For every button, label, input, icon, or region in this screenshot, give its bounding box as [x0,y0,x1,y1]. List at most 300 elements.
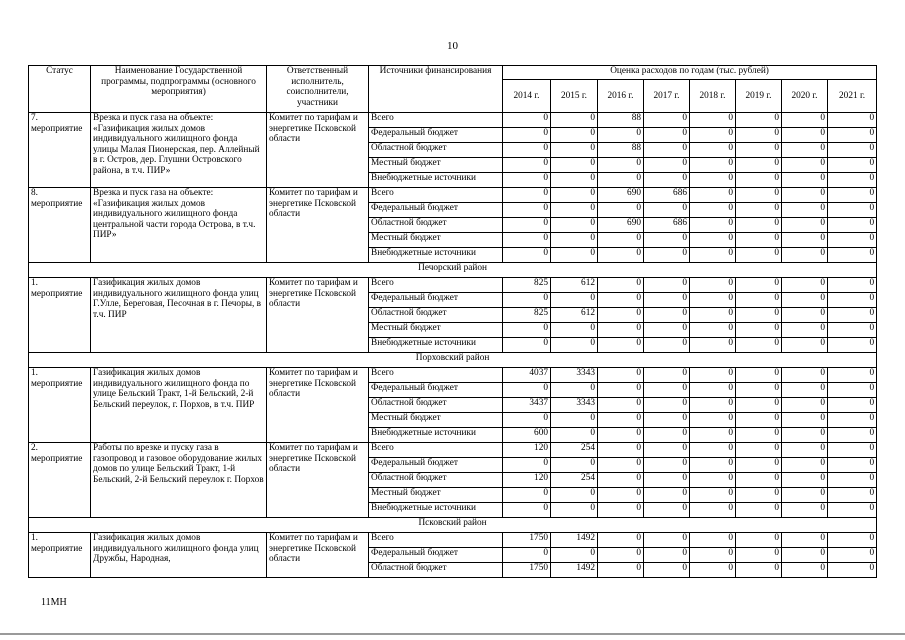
header-sources: Источники финансирования [369,66,503,113]
amount-cell: 1492 [551,533,598,548]
amount-cell: 0 [551,143,598,158]
table-row [29,278,877,293]
item-number: 2. [31,443,38,453]
amount-cell: 0 [690,458,736,473]
amount-cell: 0 [736,488,782,503]
footer-code: 11МН [41,597,67,608]
amount-cell: 0 [644,113,690,128]
amount-cell: 0 [736,413,782,428]
funding-source: Областной бюджет [369,308,503,323]
amount-cell: 0 [690,188,736,203]
amount-cell: 0 [644,368,690,383]
amount-cell: 686 [644,218,690,233]
page-number: 10 [447,40,458,52]
amount-cell: 0 [690,398,736,413]
item-number: 8. [31,188,38,198]
amount-cell: 0 [598,473,644,488]
amount-cell: 0 [690,503,736,518]
amount-cell: 0 [690,308,736,323]
funding-source: Областной бюджет [369,563,503,578]
amount-cell: 0 [828,413,877,428]
amount-cell: 0 [503,323,551,338]
amount-cell: 0 [782,548,828,563]
amount-cell: 0 [690,548,736,563]
item-number: 1. [31,278,38,288]
item-name: Газификация жилых домов индивидуального жилищного фонда улиц Г.Улле, Береговая, Песочная в г. Печоры, в т.ч. ПИР [91,278,267,353]
amount-cell: 0 [736,548,782,563]
funding-source: Федеральный бюджет [369,458,503,473]
amount-cell: 0 [644,503,690,518]
amount-cell: 0 [690,218,736,233]
amount-cell: 0 [828,473,877,488]
amount-cell: 0 [736,173,782,188]
amount-cell: 0 [828,308,877,323]
item-number: 1. [31,533,38,543]
amount-cell: 0 [551,383,598,398]
item-status: мероприятие [31,288,83,299]
item-responsible: Комитет по тарифам и энергетике Псковской области [267,443,369,518]
amount-cell: 0 [551,233,598,248]
amount-cell: 3437 [503,398,551,413]
funding-source: Всего [369,443,503,458]
amount-cell: 0 [598,308,644,323]
header-year: 2020 г. [782,80,828,113]
amount-cell: 0 [644,203,690,218]
amount-cell: 0 [598,413,644,428]
amount-cell: 0 [551,188,598,203]
amount-cell: 0 [690,383,736,398]
amount-cell: 0 [736,368,782,383]
amount-cell: 0 [736,308,782,323]
amount-cell: 0 [828,173,877,188]
amount-cell: 0 [644,533,690,548]
amount-cell: 0 [782,308,828,323]
amount-cell: 0 [782,488,828,503]
amount-cell: 0 [644,293,690,308]
amount-cell: 0 [551,158,598,173]
amount-cell: 0 [551,293,598,308]
amount-cell: 0 [598,248,644,263]
amount-cell: 0 [782,443,828,458]
amount-cell: 0 [828,548,877,563]
amount-cell: 0 [598,233,644,248]
amount-cell: 0 [690,563,736,578]
amount-cell: 0 [551,113,598,128]
amount-cell: 0 [503,503,551,518]
amount-cell: 0 [828,218,877,233]
status-cell [29,443,91,518]
amount-cell: 0 [503,383,551,398]
amount-cell: 0 [598,338,644,353]
amount-cell: 0 [598,128,644,143]
amount-cell: 0 [828,428,877,443]
table-row [29,368,877,383]
amount-cell: 0 [736,248,782,263]
amount-cell: 0 [736,443,782,458]
amount-cell: 0 [598,158,644,173]
funding-source: Областной бюджет [369,218,503,233]
amount-cell: 0 [598,293,644,308]
header-year: 2018 г. [690,80,736,113]
amount-cell: 0 [644,173,690,188]
amount-cell: 0 [690,173,736,188]
table-row [29,443,877,458]
amount-cell: 0 [690,533,736,548]
funding-source: Областной бюджет [369,143,503,158]
amount-cell: 0 [690,488,736,503]
amount-cell: 0 [644,143,690,158]
header-year: 2015 г. [551,80,598,113]
amount-cell: 0 [782,278,828,293]
funding-source: Федеральный бюджет [369,383,503,398]
amount-cell: 0 [828,203,877,218]
amount-cell: 0 [503,188,551,203]
amount-cell: 0 [503,548,551,563]
amount-cell: 0 [503,293,551,308]
amount-cell: 0 [736,188,782,203]
item-status: мероприятие [31,198,83,209]
amount-cell: 0 [828,563,877,578]
amount-cell: 0 [736,533,782,548]
item-responsible: Комитет по тарифам и энергетике Псковской области [267,368,369,443]
amount-cell: 0 [503,458,551,473]
status-cell [29,113,91,188]
amount-cell: 254 [551,443,598,458]
amount-cell: 0 [644,278,690,293]
amount-cell: 0 [690,413,736,428]
header-estimate: Оценка расходов по годам (тыс. рублей) [503,66,877,80]
amount-cell: 0 [782,473,828,488]
amount-cell: 0 [503,113,551,128]
amount-cell: 0 [736,158,782,173]
amount-cell: 0 [828,488,877,503]
amount-cell: 0 [736,563,782,578]
header-year: 2021 г. [828,80,877,113]
amount-cell: 0 [736,128,782,143]
amount-cell: 0 [598,383,644,398]
amount-cell: 0 [782,458,828,473]
amount-cell: 0 [782,413,828,428]
funding-source: Внебюджетные источники [369,173,503,188]
amount-cell: 0 [828,143,877,158]
amount-cell: 0 [690,428,736,443]
amount-cell: 0 [551,218,598,233]
status-cell [29,368,91,443]
item-responsible: Комитет по тарифам и энергетике Псковской области [267,533,369,578]
amount-cell: 0 [828,233,877,248]
amount-cell: 0 [690,143,736,158]
table-row [29,188,877,203]
item-status: мероприятие [31,453,83,464]
amount-cell: 0 [551,503,598,518]
district-heading: Печорский район [29,263,877,278]
amount-cell: 0 [551,323,598,338]
amount-cell: 0 [782,533,828,548]
amount-cell: 0 [644,488,690,503]
amount-cell: 0 [644,323,690,338]
amount-cell: 0 [503,218,551,233]
header-status: Статус [29,66,91,113]
amount-cell: 0 [828,188,877,203]
amount-cell: 0 [644,473,690,488]
funding-source: Федеральный бюджет [369,548,503,563]
amount-cell: 0 [782,173,828,188]
amount-cell: 0 [736,203,782,218]
amount-cell: 0 [690,158,736,173]
amount-cell: 0 [690,128,736,143]
amount-cell: 0 [736,503,782,518]
amount-cell: 3343 [551,398,598,413]
amount-cell: 0 [503,338,551,353]
amount-cell: 0 [782,248,828,263]
funding-source: Федеральный бюджет [369,128,503,143]
amount-cell: 0 [828,533,877,548]
item-status: мероприятие [31,378,83,389]
amount-cell: 0 [828,158,877,173]
amount-cell: 88 [598,143,644,158]
item-number: 7. [31,113,38,123]
amount-cell: 0 [503,488,551,503]
amount-cell: 1750 [503,563,551,578]
amount-cell: 0 [551,248,598,263]
item-name: Врезка и пуск газа на объекте: «Газификация жилых домов индивидуального жилищного фонда улицы Малая Пионерская, пер. Аллейный в г. Остров, дер. Глушни Островского района, в т.ч. ПИР» [91,113,267,188]
amount-cell: 1750 [503,533,551,548]
funding-source: Всего [369,368,503,383]
amount-cell: 0 [828,248,877,263]
amount-cell: 0 [503,173,551,188]
amount-cell: 0 [644,563,690,578]
amount-cell: 0 [598,503,644,518]
amount-cell: 0 [598,203,644,218]
amount-cell: 120 [503,443,551,458]
amount-cell: 0 [598,458,644,473]
amount-cell: 0 [644,128,690,143]
amount-cell: 690 [598,218,644,233]
amount-cell: 0 [503,203,551,218]
header-year: 2014 г. [503,80,551,113]
status-cell [29,188,91,263]
amount-cell: 825 [503,278,551,293]
amount-cell: 0 [782,323,828,338]
amount-cell: 0 [690,278,736,293]
amount-cell: 4037 [503,368,551,383]
amount-cell: 0 [598,563,644,578]
item-responsible: Комитет по тарифам и энергетике Псковской области [267,188,369,263]
header-year: 2016 г. [598,80,644,113]
amount-cell: 0 [644,248,690,263]
amount-cell: 0 [782,338,828,353]
amount-cell: 0 [782,368,828,383]
amount-cell: 0 [828,293,877,308]
amount-cell: 0 [782,398,828,413]
amount-cell: 0 [551,203,598,218]
item-name: Газификация жилых домов индивидуального жилищного фонда по улице Бельский Тракт, 1-й Бельский, 2-й Бельский переулок, г. Порхов, в т.ч. ПИР [91,368,267,443]
amount-cell: 600 [503,428,551,443]
amount-cell: 0 [598,323,644,338]
amount-cell: 0 [644,233,690,248]
funding-source: Местный бюджет [369,413,503,428]
status-cell [29,533,91,578]
amount-cell: 0 [551,488,598,503]
amount-cell: 825 [503,308,551,323]
amount-cell: 0 [782,503,828,518]
amount-cell: 0 [736,398,782,413]
amount-cell: 0 [503,413,551,428]
amount-cell: 0 [736,143,782,158]
table-row [29,113,877,128]
amount-cell: 0 [644,338,690,353]
amount-cell: 0 [503,233,551,248]
amount-cell: 0 [828,503,877,518]
amount-cell: 0 [736,233,782,248]
amount-cell: 0 [828,368,877,383]
amount-cell: 0 [598,398,644,413]
funding-source: Областной бюджет [369,398,503,413]
funding-source: Всего [369,278,503,293]
amount-cell: 0 [644,158,690,173]
amount-cell: 0 [598,173,644,188]
amount-cell: 0 [690,473,736,488]
amount-cell: 3343 [551,368,598,383]
amount-cell: 0 [828,383,877,398]
amount-cell: 0 [551,428,598,443]
amount-cell: 0 [828,278,877,293]
amount-cell: 0 [598,368,644,383]
funding-source: Всего [369,113,503,128]
funding-source: Федеральный бюджет [369,293,503,308]
amount-cell: 0 [598,533,644,548]
district-heading: Порховский район [29,353,877,368]
header-responsible: Ответственный исполнитель, соисполнители, участники [267,66,369,113]
amount-cell: 0 [736,338,782,353]
amount-cell: 0 [736,458,782,473]
amount-cell: 0 [690,113,736,128]
amount-cell: 0 [503,143,551,158]
amount-cell: 0 [503,158,551,173]
amount-cell: 0 [690,293,736,308]
amount-cell: 0 [598,488,644,503]
amount-cell: 0 [736,473,782,488]
amount-cell: 0 [690,323,736,338]
amount-cell: 690 [598,188,644,203]
funding-source: Внебюджетные источники [369,503,503,518]
amount-cell: 0 [503,248,551,263]
amount-cell: 0 [828,113,877,128]
amount-cell: 0 [736,428,782,443]
amount-cell: 0 [736,323,782,338]
amount-cell: 0 [736,293,782,308]
amount-cell: 0 [736,218,782,233]
amount-cell: 0 [736,383,782,398]
header-year: 2019 г. [736,80,782,113]
amount-cell: 0 [690,233,736,248]
amount-cell: 0 [503,128,551,143]
amount-cell: 612 [551,308,598,323]
amount-cell: 0 [551,173,598,188]
amount-cell: 0 [736,113,782,128]
funding-source: Областной бюджет [369,473,503,488]
amount-cell: 0 [644,458,690,473]
funding-source: Внебюджетные источники [369,428,503,443]
amount-cell: 0 [644,443,690,458]
amount-cell: 88 [598,113,644,128]
header-name: Наименование Государственной программы, подпрограммы (основного мероприятия) [91,66,267,113]
amount-cell: 0 [644,308,690,323]
amount-cell: 0 [644,398,690,413]
amount-cell: 1492 [551,563,598,578]
funding-source: Внебюджетные источники [369,338,503,353]
amount-cell: 0 [782,113,828,128]
header-year: 2017 г. [644,80,690,113]
funding-source: Всего [369,533,503,548]
funding-source: Местный бюджет [369,323,503,338]
amount-cell: 0 [736,278,782,293]
amount-cell: 686 [644,188,690,203]
district-heading: Псковский район [29,518,877,533]
amount-cell: 0 [782,143,828,158]
amount-cell: 0 [644,413,690,428]
amount-cell: 0 [551,413,598,428]
amount-cell: 0 [782,383,828,398]
amount-cell: 0 [828,443,877,458]
amount-cell: 0 [690,443,736,458]
table-row [29,533,877,548]
amount-cell: 0 [690,368,736,383]
item-responsible: Комитет по тарифам и энергетике Псковской области [267,113,369,188]
amount-cell: 612 [551,278,598,293]
amount-cell: 0 [782,563,828,578]
amount-cell: 120 [503,473,551,488]
amount-cell: 0 [598,428,644,443]
scan-edge-line [0,633,905,635]
amount-cell: 0 [598,443,644,458]
amount-cell: 0 [782,188,828,203]
amount-cell: 0 [644,383,690,398]
item-status: мероприятие [31,543,83,554]
amount-cell: 0 [551,338,598,353]
amount-cell: 0 [690,203,736,218]
amount-cell: 254 [551,473,598,488]
funding-source: Местный бюджет [369,233,503,248]
amount-cell: 0 [782,128,828,143]
item-status: мероприятие [31,123,83,134]
item-name: Работы по врезке и пуску газа в газопровод и газовое оборудование жилых домов по улице Бельский Тракт, 1-й Бельский, 2-й Бельский переулок г. Порхов [91,443,267,518]
funding-source: Местный бюджет [369,158,503,173]
item-number: 1. [31,368,38,378]
amount-cell: 0 [828,128,877,143]
amount-cell: 0 [690,248,736,263]
amount-cell: 0 [551,458,598,473]
amount-cell: 0 [690,338,736,353]
amount-cell: 0 [782,158,828,173]
amount-cell: 0 [782,203,828,218]
amount-cell: 0 [644,548,690,563]
amount-cell: 0 [782,218,828,233]
item-responsible: Комитет по тарифам и энергетике Псковской области [267,278,369,353]
amount-cell: 0 [828,323,877,338]
amount-cell: 0 [782,428,828,443]
funding-source: Федеральный бюджет [369,203,503,218]
amount-cell: 0 [644,428,690,443]
funding-source: Местный бюджет [369,488,503,503]
amount-cell: 0 [782,233,828,248]
item-name: Врезка и пуск газа на объекте: «Газификация жилых домов индивидуального жилищного фонда центральной части города Острова, в т.ч. ПИР» [91,188,267,263]
amount-cell: 0 [782,293,828,308]
amount-cell: 0 [551,128,598,143]
amount-cell: 0 [828,338,877,353]
amount-cell: 0 [828,398,877,413]
funding-source: Внебюджетные источники [369,248,503,263]
